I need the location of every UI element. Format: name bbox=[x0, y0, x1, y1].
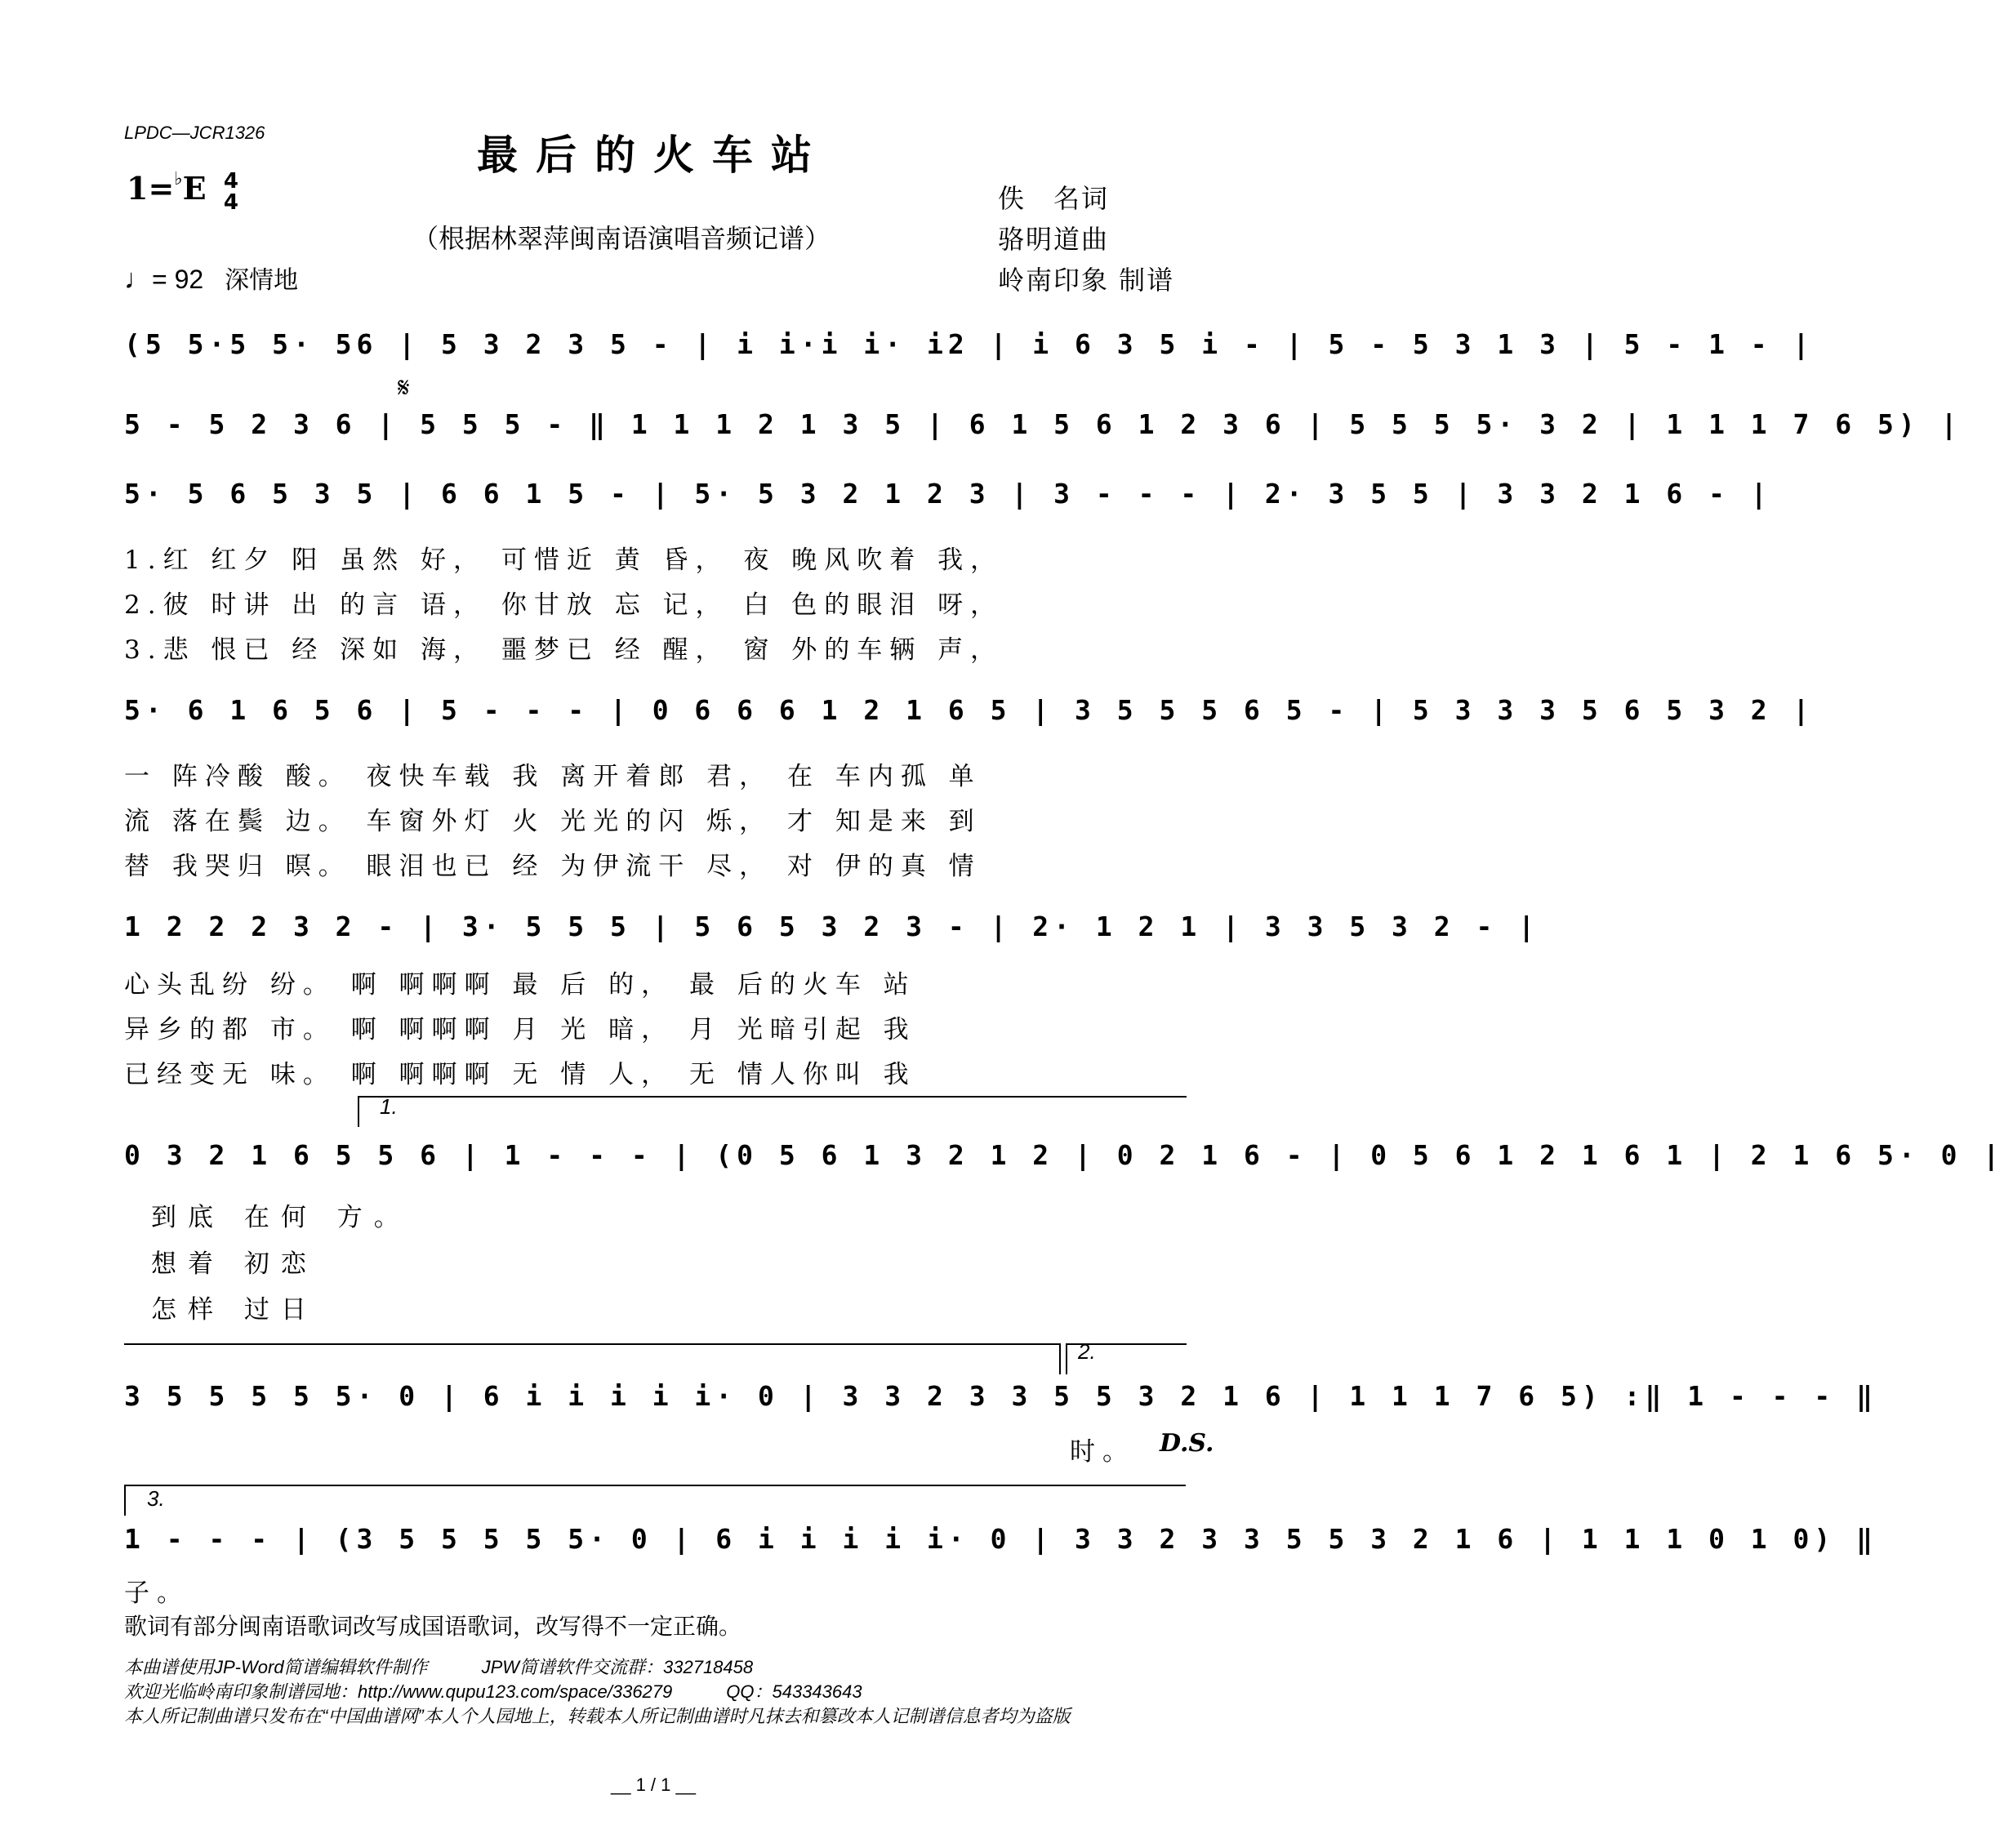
notation-row-1: (5 5·5 5· 56 | 5 3 2 3 5 - | i i·i i· i2 | i 6 3 5 i - | 5 - 5 3 1 3 | 5 - 1 - | bbox=[124, 328, 1815, 360]
lyric-line: 2.彼 时讲 出 的言 语， 你甘放 忘 记， 白 色的眼泪 呀， bbox=[124, 590, 1004, 620]
notation-row-3: 5· 5 6 5 3 5 | 6 6 1 5 - | 5· 5 3 2 1 2 3 | 3 - - - | 2· 3 5 5 | 3 3 2 1 6 - | bbox=[124, 478, 1772, 510]
score-code: LPDC—JCR1326 bbox=[124, 122, 265, 143]
volta-bracket bbox=[1059, 1343, 1061, 1374]
lyric-line: 1.红 红夕 阳 虽然 好， 可惜近 黄 昏， 夜 晚风吹着 我， bbox=[124, 545, 1004, 575]
lyrics-remark: 歌词有部分闽南语歌词改写成国语歌词，改写得不一定正确。 bbox=[124, 1614, 742, 1639]
dal-segno-mark: D.S. bbox=[1160, 1429, 1214, 1458]
lyric-line: 怎样 过日 bbox=[151, 1295, 318, 1325]
tempo-mark bbox=[124, 260, 298, 296]
lyric-line: 一 阵冷酸 酸。 夜快车载 我 离开着郎 君， 在 车内孤 单 bbox=[124, 762, 982, 791]
page-number: __ 1 / 1 __ bbox=[611, 1775, 696, 1795]
tempo-value: = 92 bbox=[152, 265, 204, 294]
lyric-line: 替 我哭归 暝。 眼泪也已 经 为伊流干 尽， 对 伊的真 情 bbox=[124, 852, 982, 881]
notation-row-5: 1 2 2 2 3 2 - | 3· 5 5 5 | 5 6 5 3 2 3 - | 2· 1 2 1 | 3 3 5 3 2 - | bbox=[124, 911, 1540, 942]
lyricist-credit: 佚 名词 bbox=[998, 183, 1110, 214]
lyric-line: 流 落在鬓 边。 车窗外灯 火 光光的闪 烁， 才 知是来 到 bbox=[124, 807, 982, 836]
footer-software-line: 本曲谱使用JP-Word简谱编辑软件制作 JPW简谱软件交流群：332718458 bbox=[124, 1657, 754, 1677]
notation-row-7: 3 5 5 5 5 5· 0 | 6 i i i i i· 0 | 3 3 2 3 3 5 5 3 2 1 6 | 1 1 1 7 6 5) :‖ 1 - - - ‖ bbox=[124, 1380, 1878, 1412]
key-prefix: 1= bbox=[127, 170, 175, 207]
flat-sign: ♭ bbox=[174, 168, 183, 190]
time-top: 4 bbox=[223, 168, 238, 194]
footer-copyright-line: 本人所记制曲谱只发布在“中国曲谱网”本人个人园地上，转载本人所记制曲谱时凡抹去和篡改本人记制谱信息者均为盗版 bbox=[124, 1706, 1071, 1726]
notation-row-4: 5· 6 1 6 5 6 | 5 - - - | 0 6 6 6 1 2 1 6 5 | 3 5 5 5 6 5 - | 5 3 3 3 5 6 5 3 2 | bbox=[124, 694, 1815, 726]
song-title: 最后的火车站 bbox=[477, 131, 830, 179]
notation-row-8: 1 - - - | (3 5 5 5 5 5· 0 | 6 i i i i i· 0 | 3 3 2 3 3 5 5 3 2 1 6 | 1 1 1 0 1 0) ‖ bbox=[124, 1523, 1878, 1555]
quarter-note-icon: ♩ bbox=[124, 264, 152, 295]
time-signature bbox=[223, 168, 238, 215]
lyric-line: 已经变无 味。 啊 啊啊啊 无 情 人， 无 情人你叫 我 bbox=[124, 1060, 916, 1089]
volta-bracket bbox=[358, 1096, 1187, 1098]
volta-bracket bbox=[124, 1343, 1059, 1345]
notation-row-2: 5 - 5 2 3 6 | 5 5 5 - ‖ 1 1 1 2 1 3 5 | 6 1 5 6 1 2 3 6 | 5 5 5 5· 3 2 | 1 1 1 7 6 5) | bbox=[124, 408, 1962, 440]
expression-mark: 深情地 bbox=[225, 267, 299, 294]
key-signature bbox=[127, 170, 238, 213]
lyric-line: 到底 在何 方。 bbox=[151, 1203, 411, 1232]
volta-bracket bbox=[124, 1485, 126, 1516]
volta-1-label: 1. bbox=[380, 1094, 398, 1119]
volta-bracket bbox=[124, 1485, 1186, 1486]
lyric-line: 心头乱纷 纷。 啊 啊啊啊 最 后 的， 最 后的火车 站 bbox=[124, 970, 916, 1000]
lyric-line: 想着 初恋 bbox=[151, 1249, 318, 1279]
composer-credit: 骆明道曲 bbox=[998, 224, 1110, 255]
lyric-line: 异乡的都 市。 啊 啊啊啊 月 光 暗， 月 光暗引起 我 bbox=[124, 1015, 916, 1044]
notation-row-6: 0 3 2 1 6 5 5 6 | 1 - - - | (0 5 6 1 3 2 1 2 | 0 2 1 6 - | 0 5 6 1 2 1 6 1 | 2 1 6 5· 0 | bbox=[124, 1139, 2004, 1171]
ending-3-lyric: 子。 bbox=[124, 1579, 189, 1608]
footer-website-line: 欢迎光临岭南印象制谱园地：http://www.qupu123.com/space/336279 QQ：543343643 bbox=[124, 1681, 862, 1702]
segno-icon: 𝄋 bbox=[398, 372, 410, 404]
ending-2-lyric: 时。 bbox=[1070, 1437, 1135, 1467]
arranger-credit: 岭南印象 制谱 bbox=[998, 265, 1175, 296]
volta-3-label: 3. bbox=[147, 1486, 165, 1511]
time-bottom: 4 bbox=[223, 189, 238, 215]
lyric-line: 3.悲 恨已 经 深如 海， 噩梦已 经 醒， 窗 外的车辆 声， bbox=[124, 635, 1004, 665]
volta-bracket bbox=[1066, 1343, 1067, 1374]
volta-2-label: 2. bbox=[1078, 1339, 1096, 1364]
key-note: E bbox=[182, 170, 207, 207]
volta-bracket bbox=[358, 1096, 359, 1127]
subtitle: （根据林翠萍闽南语演唱音频记谱） bbox=[412, 223, 831, 254]
